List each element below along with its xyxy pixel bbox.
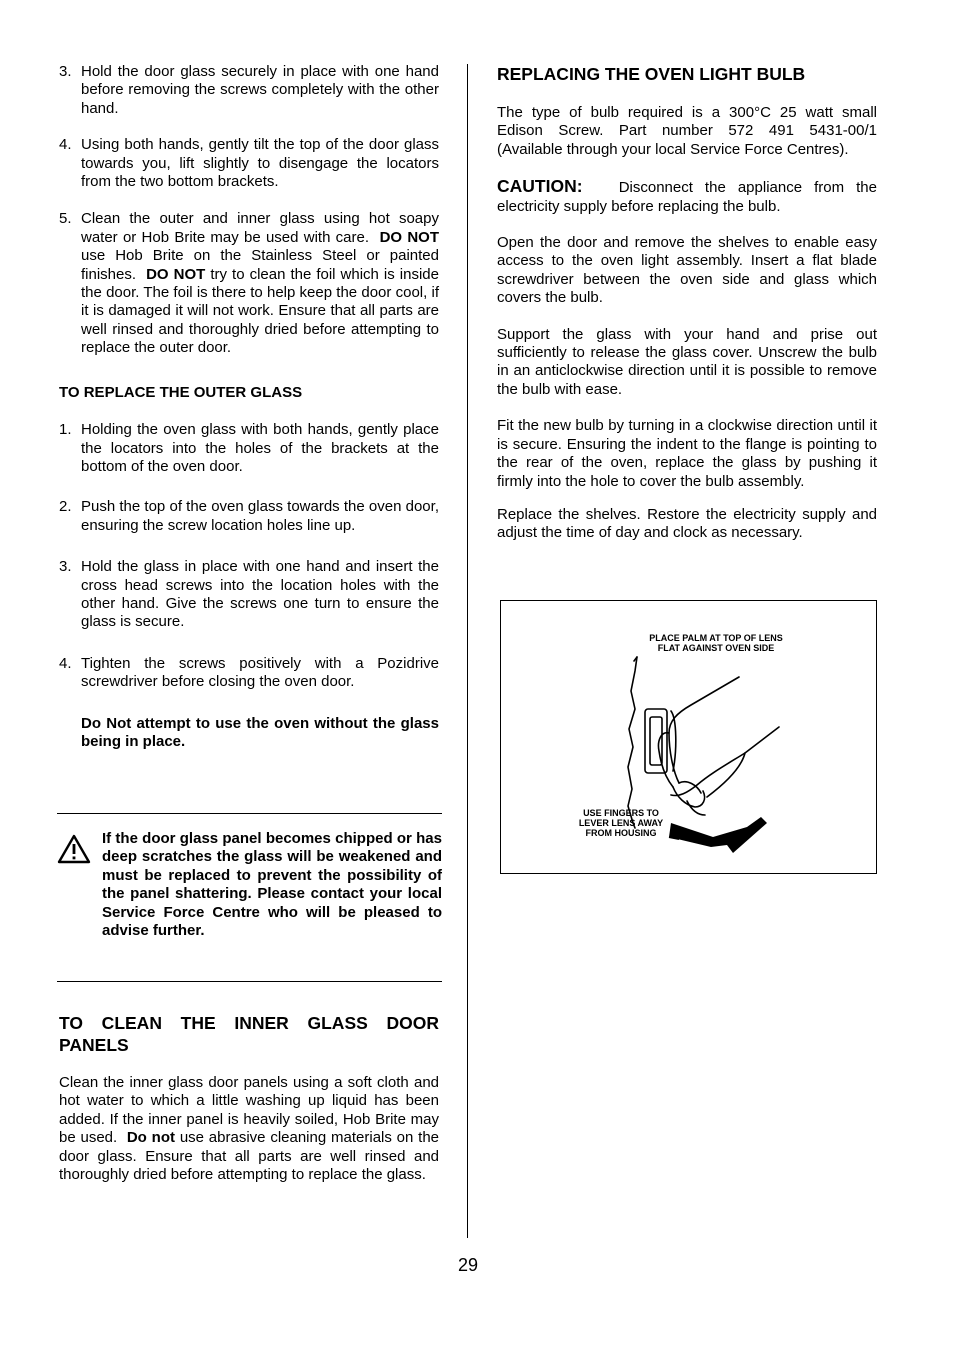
list-item bbox=[59, 655, 439, 692]
section-heading: TO REPLACE THE OUTER GLASS bbox=[59, 383, 303, 401]
section-heading: REPLACING THE OVEN LIGHT BULB bbox=[497, 64, 806, 84]
step-text bbox=[81, 210, 439, 357]
list-item bbox=[59, 210, 439, 357]
list-item bbox=[59, 63, 439, 118]
rule-top bbox=[57, 813, 442, 814]
paragraph-part: use abrasive cleaning materials on the door glass. Ensure that all parts are well rinsed and thoroughly dried before attempting to replace the glass. bbox=[59, 1129, 440, 1184]
step-text-part: use Hob Brite on the Stainless Steel or painted finishes. bbox=[81, 247, 439, 283]
figure-label-line: LEVER LENS AWAY bbox=[578, 818, 664, 828]
body-paragraph: Fit the new bulb by turning in a clockwise direction until it is secure. Ensuring the indent to the flange is pointing to the rear of the oven, replace the glass by pushing it firmly into the hole to cover the bulb assembly. bbox=[497, 417, 877, 490]
step-number: 1. bbox=[59, 421, 72, 439]
warning-text: If the door glass panel becomes chipped or has deep scratches the glass will be weakened and must be replaced to prevent the possibility of the panel shattering. Please contact your local Service Force Centre who will be pleased to advise further. bbox=[102, 830, 442, 940]
step-text: Holding the oven glass with both hands, gently place the locators into the holes of the brackets at the bottom of the oven door. bbox=[81, 421, 439, 475]
warning-triangle-icon bbox=[57, 830, 102, 940]
step-number: 3. bbox=[59, 63, 72, 80]
inner-glass-section bbox=[59, 1012, 439, 1184]
step-text: Tighten the screws positively with a Pozidrive screwdriver before closing the oven door. bbox=[81, 654, 439, 691]
step-number: 4. bbox=[59, 136, 72, 154]
hand-lens-drawing bbox=[501, 601, 878, 875]
step-text-part: Clean the outer and inner glass using hot soapy water or Hob Brite may be used with care. bbox=[81, 210, 439, 246]
rule-bottom bbox=[57, 981, 442, 982]
emphasis-text: DO NOT bbox=[146, 265, 206, 283]
list-item bbox=[59, 421, 439, 476]
note-row bbox=[59, 715, 439, 752]
emphasis-text: Do not bbox=[126, 1129, 175, 1147]
step-number: 4. bbox=[59, 654, 72, 672]
caution-paragraph bbox=[497, 177, 877, 216]
body-paragraph bbox=[59, 1074, 439, 1184]
step-number: 5. bbox=[59, 210, 72, 228]
left-column bbox=[59, 63, 439, 751]
caution-label: CAUTION: bbox=[497, 176, 583, 197]
step-text: Push the top of the oven glass towards the oven door, ensuring the screw location holes line up. bbox=[81, 498, 439, 534]
list-item bbox=[59, 498, 439, 535]
list-item bbox=[59, 558, 439, 632]
bulb-replacement-illustration bbox=[500, 600, 877, 874]
caution-text: Disconnect the appliance from the electricity supply before replacing the bulb. bbox=[497, 179, 877, 215]
safety-note: Do Not attempt to use the oven without the glass being in place. bbox=[81, 714, 439, 750]
right-column bbox=[497, 63, 877, 543]
step-number: 3. bbox=[59, 558, 72, 576]
figure-label-line: PLACE PALM AT TOP OF LENS bbox=[649, 633, 783, 643]
step-text: Hold the glass in place with one hand and insert the cross head screws into the location holes with the other hand. Give the screws one turn to ensure the glass is secure. bbox=[81, 558, 439, 631]
body-paragraph: The type of bulb required is a 300°C 25 watt small Edison Screw. Part number 572 491 5431-00/1 (Available through your local Service Force Centres). bbox=[497, 104, 877, 158]
step-text: Hold the door glass securely in place with one hand before removing the screws completely with the other hand. bbox=[81, 63, 439, 117]
body-paragraph: Support the glass with your hand and prise out sufficiently to release the glass cover. Unscrew the bulb in an anticlockwise direction until it is possible to remove the bulb with ease. bbox=[497, 325, 877, 398]
section-heading: TO CLEAN THE INNER GLASS DOOR PANELS bbox=[59, 1013, 439, 1055]
figure-label-line: FLAT AGAINST OVEN SIDE bbox=[657, 643, 775, 653]
figure-label-line: FROM HOUSING bbox=[585, 828, 657, 838]
step-text-part: try to clean the foil which is inside the door. The foil is there to help keep the door cool, if it is damaged it will not work. Ensure that all parts are well rinsed and thoroughly dried before attempting to replace the outer door. bbox=[81, 265, 439, 357]
column-divider bbox=[467, 64, 468, 1238]
emphasis-text: DO NOT bbox=[379, 228, 439, 246]
list-item bbox=[59, 136, 439, 191]
figure-label-line: USE FINGERS TO bbox=[583, 808, 659, 818]
step-text: Using both hands, gently tilt the top of the door glass towards you, lift slightly to disengage the locators from the two bottom brackets. bbox=[81, 136, 439, 191]
page-number: 29 bbox=[457, 1255, 479, 1275]
paragraph-part: Clean the inner glass door panels using a soft cloth and hot water to which a little washing up liquid has been added. If the inner panel is heavily soiled, Hob Brite may be used. bbox=[59, 1074, 439, 1147]
body-paragraph: Open the door and remove the shelves to enable easy access to the oven light assembly. Insert a flat blade screwdriver between the oven side and glass which covers the bulb. bbox=[497, 234, 877, 307]
body-paragraph: Replace the shelves. Restore the electricity supply and adjust the time of day and clock as necessary. bbox=[497, 505, 877, 542]
step-number: 2. bbox=[59, 498, 72, 516]
warning-box bbox=[57, 830, 442, 940]
